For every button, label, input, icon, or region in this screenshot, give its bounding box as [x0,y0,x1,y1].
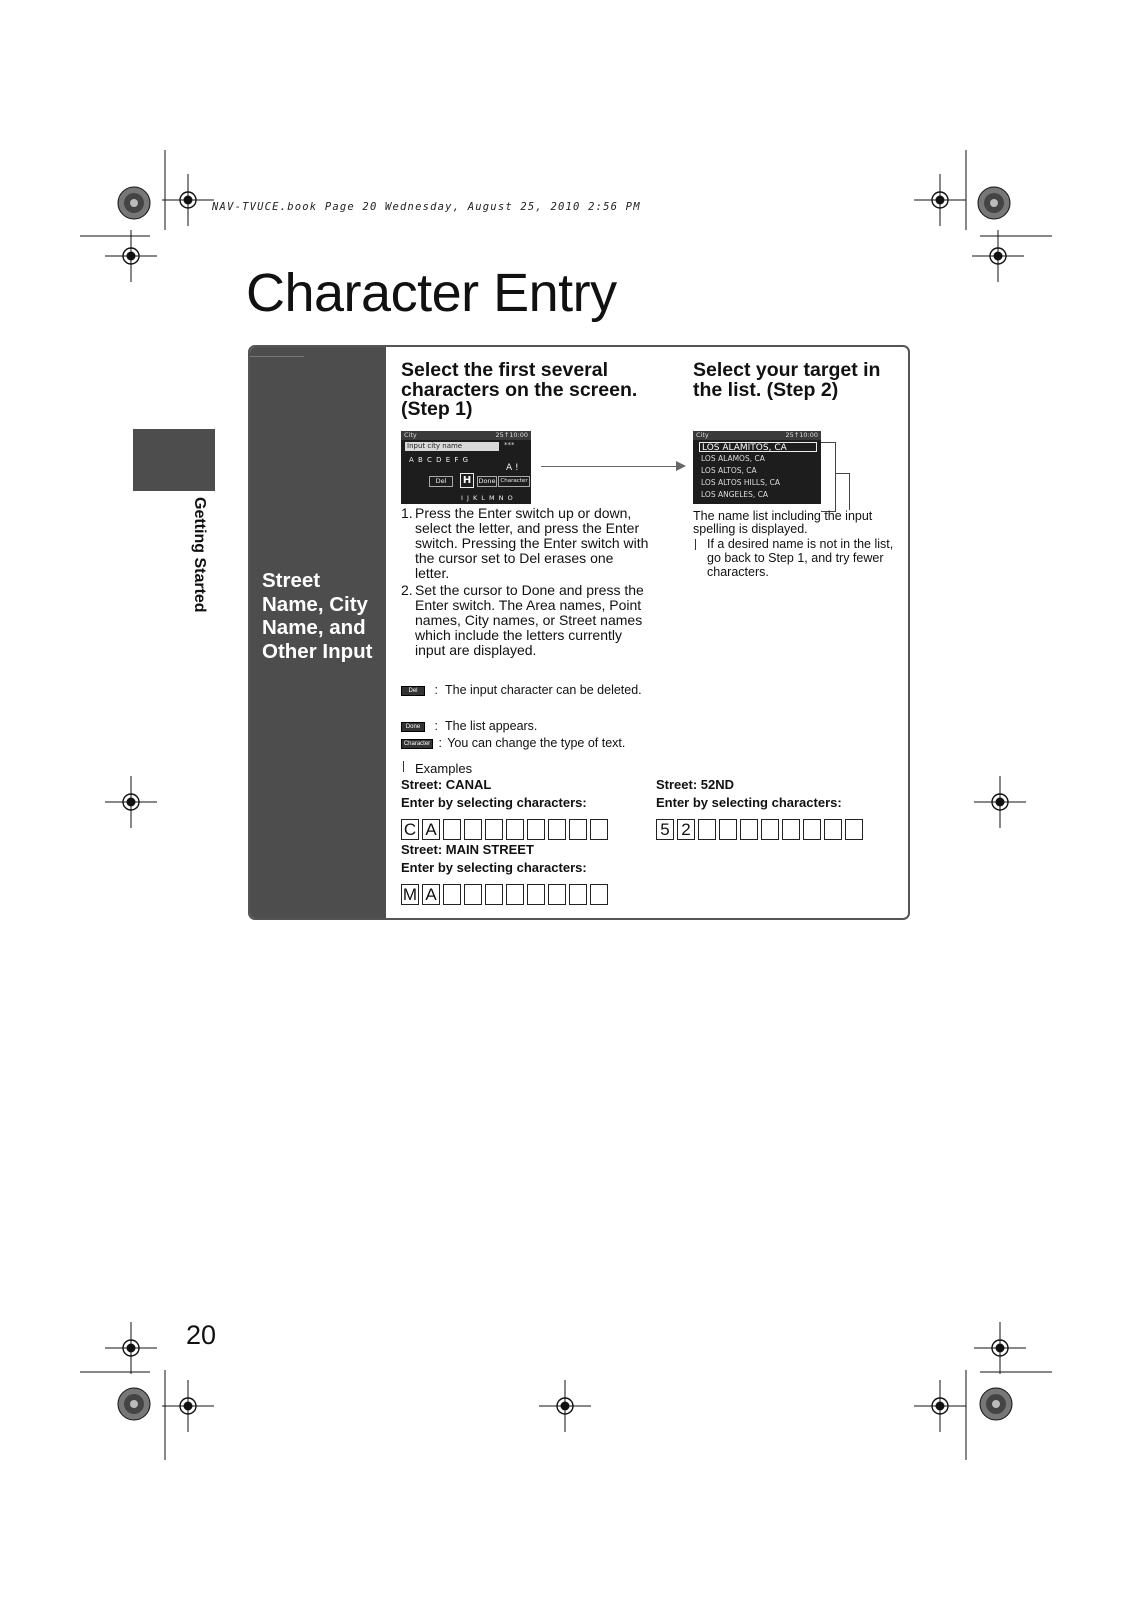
example-main-street [401,842,651,905]
screen-done-button: Done [478,477,496,485]
example-street: Street: MAIN STREET [401,842,534,857]
side-tab [133,429,215,491]
screen-topbar [693,431,821,440]
character-key-icon: Character [401,739,433,749]
screen-top-right: 25↑10:00 [495,431,528,439]
instruction-text: Press the Enter switch up or down, select the letter, and press the Enter switch. Pressing the Enter switch with the cursor set to Del erases one letter. [415,505,649,581]
list-item: LOS ALTOS, CA [701,466,757,475]
legend-text: The list appears. [445,719,538,733]
char-box [485,819,503,840]
char-box [590,884,608,905]
char-box: A [422,819,440,840]
char-box: C [401,819,419,840]
char-box [845,819,863,840]
char-box [443,819,461,840]
char-box [506,884,524,905]
example-instruction: Enter by selecting characters: [401,795,587,810]
char-box: M [402,885,418,904]
char-box [590,819,608,840]
screen-del-button: Del [429,476,453,487]
done-key-icon: Done [401,722,425,732]
char-box [548,884,566,905]
char-box [740,819,758,840]
list-item: LOS ANGELES, CA [701,490,769,499]
screen-cursor-letter: H [460,473,474,488]
step2-description: The name list including the input spelling is displayed. [693,509,873,536]
example-instruction: Enter by selecting characters: [656,795,842,810]
step1-screen [401,431,531,504]
step2-heading: Select your target in the list. (Step 2) [693,359,881,401]
screen-topbar [401,431,531,440]
char-box [761,819,779,840]
city-name-input: Input city name [405,442,499,451]
legend-text: You can change the type of text. [447,736,626,750]
char-box [803,819,821,840]
instruction-number: 2. [401,582,413,598]
step-arrow-line [541,466,676,467]
char-boxes [656,819,906,840]
letter-row-bottom: I J K L M N O [461,494,514,502]
example-52nd [656,777,906,840]
list-callout-bracket [835,473,850,510]
char-box [527,884,545,905]
step2-screen [693,431,821,504]
instruction-number: 1. [401,505,413,521]
char-box [569,819,587,840]
char-box [569,884,587,905]
print-header: NAV-TVUCE.book Page 20 Wednesday, August 25, 2010 2:56 PM [212,201,641,213]
screen-top-left: City [696,431,709,439]
del-key-icon: Del [401,686,425,696]
screen-stars: *** [504,441,515,449]
step-arrow-icon [676,461,686,471]
example-instruction: Enter by selecting characters: [401,860,587,875]
char-box [719,819,737,840]
step1-instructions [401,506,651,660]
list-callout-bracket [821,442,836,512]
char-box [782,819,800,840]
sidebar-rule [250,356,304,357]
list-item-selected: LOS ALAMITOS, CA [699,442,817,452]
legend-text: The input character can be deleted. [445,683,642,697]
char-boxes [401,884,651,905]
letter-row-top: A B C D E F G [409,456,470,464]
char-box [464,884,482,905]
page-number: 20 [186,1320,217,1350]
screen-character-button: Character [498,476,530,487]
char-box: 5 [656,819,674,840]
example-street: Street: 52ND [656,777,735,792]
screen-top-left: City [404,431,417,439]
instruction-item [401,506,651,581]
char-boxes [401,819,651,840]
char-box [698,819,716,840]
legend-done: Done : The list appears. [401,719,651,733]
char-box [824,819,842,840]
instruction-text: Set the cursor to Done and press the Enter switch. The Area names, Point names, City names, or Street names which include the letters currently input are displayed. [415,582,644,658]
screen-aa: A ! [506,463,519,473]
step1-heading: Select the first several characters on the screen. (Step 1) [401,359,638,420]
list-item: LOS ALTOS HILLS, CA [701,478,780,487]
char-box: 2 [677,819,695,840]
example-canal [401,777,651,840]
section-label: Street Name, City Name, and Other Input [262,569,373,663]
char-box [527,819,545,840]
char-box: A [422,884,440,905]
example-street: Street: CANAL [401,777,492,792]
step2-note: If a desired name is not in the list, go back to Step 1, and try fewer characters. [707,537,894,579]
section-sidebar [250,347,386,918]
list-item: LOS ALAMOS, CA [701,454,765,463]
examples-marker [403,761,404,772]
char-box [464,819,482,840]
examples-label: Examples [415,761,473,776]
legend-character: Character : You can change the type of text. [401,736,661,750]
screen-top-right: 25↑10:00 [785,431,818,439]
char-box [506,819,524,840]
page-title: Character Entry [246,263,617,323]
char-box [548,819,566,840]
char-box [485,884,503,905]
legend-del: Del : The input character can be deleted. [401,683,651,697]
side-tab-label: Getting Started [191,497,208,613]
char-box [443,884,461,905]
instruction-item [401,583,651,658]
